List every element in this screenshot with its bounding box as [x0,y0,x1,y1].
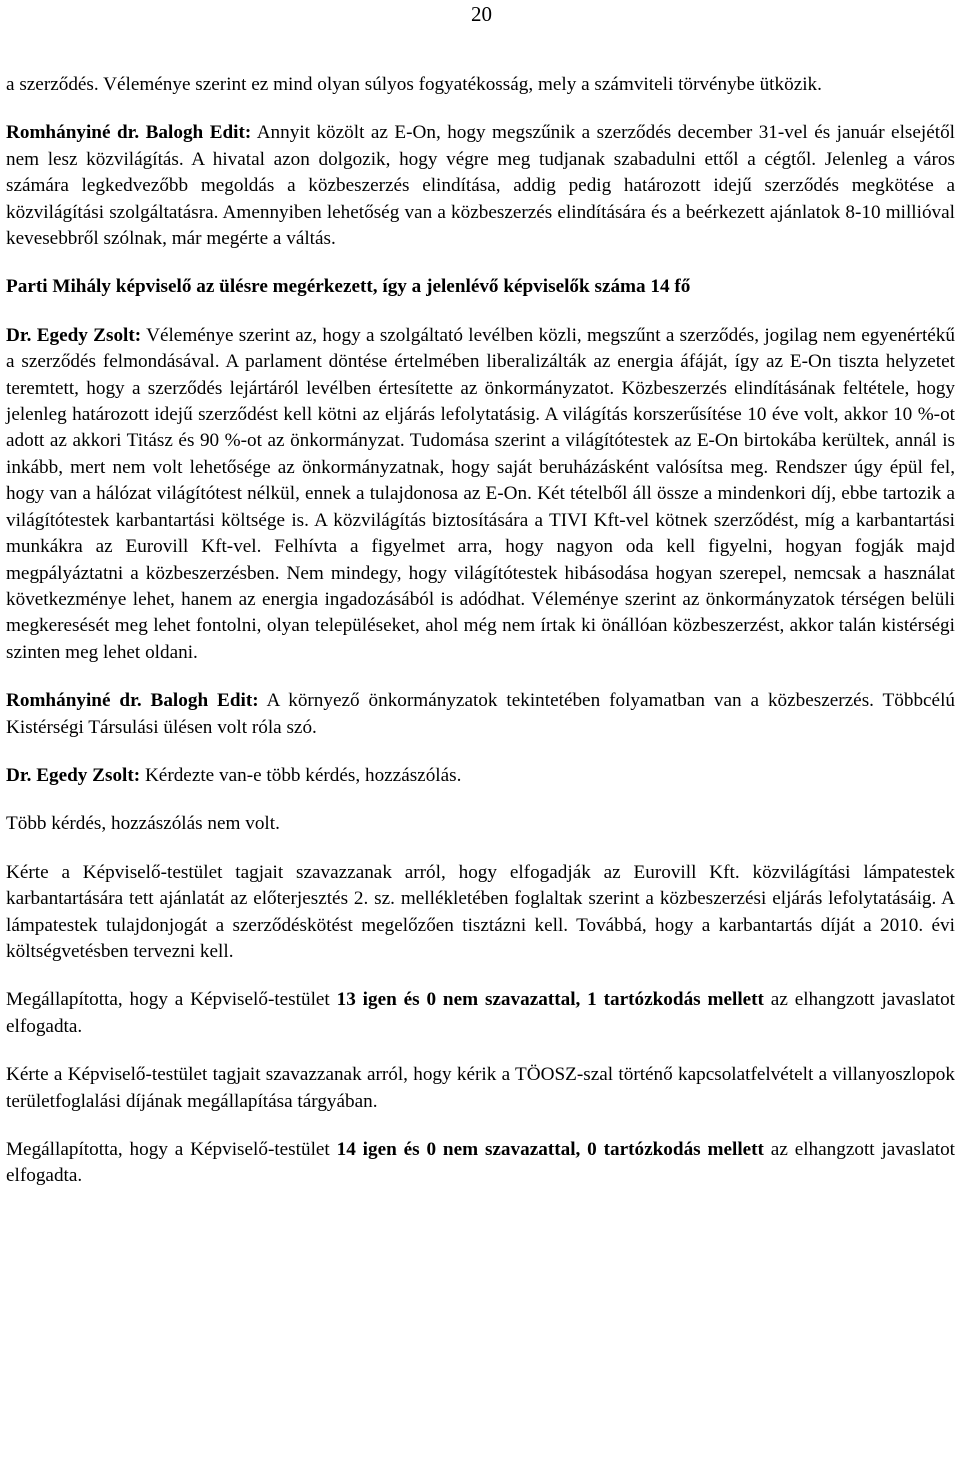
paragraph-7 [6,811,955,837]
paragraph-text: A környező önkormányzatok tekintetében folyamatban van a közbeszerzés. Többcélú Kistérségi Társulási ülésen volt róla szó. [6,690,955,738]
paragraph-6 [6,763,955,789]
paragraph-text: a szerződés. Véleménye szerint ez mind olyan súlyos fogyatékosság, mely a számviteli törvénybe ütközik. [6,74,822,95]
speaker-name: Dr. Egedy Zsolt: [6,324,142,346]
paragraph-5 [6,688,955,741]
paragraph-1 [6,72,955,98]
vote-count: 14 igen és 0 nem szavazattal, 0 tartózkodás mellett [336,1139,764,1160]
speaker-name: Romhányiné dr. Balogh Edit: [6,122,252,144]
vote-result-1 [6,987,955,1040]
attendance-text: Parti Mihály képviselő az ülésre megérkezett, így a jelenlévő képviselők száma 14 fő [6,276,691,298]
document-body [6,72,955,1212]
paragraph-text: Megállapította, hogy a Képviselő-testület [6,1139,337,1160]
paragraph-text: Kérte a Képviselő-testület tagjait szavazzanak arról, hogy elfogadják az Eurovill Kft. közvilágítási lámpatestek karbantartására tett ajánlatát az előterjesztés 2. sz. mellékletében foglaltak szerint a közbeszerzési eljárás lefolytatásáig. A lámpatestek tulajdonjogát a szerződéskötést megelőzően tisztázni kell. Továbbá, hogy a karbantartás díját a 2010. évi költségvetésben tervezni kell. [6,861,955,962]
paragraph-text: az elhangzott javaslatot elfogadta. [6,989,955,1037]
paragraph-text: Kérdezte van-e több kérdés, hozzászólás. [140,764,462,786]
paragraph-text: Kérte a Képviselő-testület tagjait szavazzanak arról, hogy kérik a TÖOSZ-szal történő kapcsolatfelvételt a villanyoszlopok területfoglalási díjának megállapítása tárgyában. [6,1064,955,1112]
paragraph-text: Annyit közölt az E-On, hogy megszűnik a szerződés december 31-vel és január elsejétől nem lesz közvilágítás. A hivatal azon dolgozik, hogy végre meg tudjanak szabadulni ettől a cégtől. Jelenleg a város számára legkedvezőbb megoldás a közbeszerzés elindítása, addig pedig határozott idejű szerződés megkötése a közvilágítási szolgáltatásra. Amennyiben lehetőség van a közbeszerzés elindítására és a beérkezett ajánlatok 8-10 millióval kevesebbről szólnak, már megérte a váltás. [6,122,955,250]
paragraph-8 [6,860,955,966]
page-number: 20 [471,2,492,26]
paragraph-10 [6,1062,955,1115]
paragraph-text: Véleménye szerint az, hogy a szolgáltató levélben közli, megszűnt a szerződés, jogilag nem egyenértékű a szerződés felmondásával. A parlament döntése értelmében liberalizálták az energia áfáját, így az E-On tiszta helyzetet teremtett, hogy a szerződés lejártáról levélben értesítette az önkormányzatot. Közbeszerzés elindításának feltétele, hogy jelenleg határozott idejű szerződést kell kötni az eljárás lefolytatásig. A világítás korszerűsítése 10 éve volt, akkor 10 %-ot adott az akkori Titász és 90 %-ot az önkormányzat. Tudomása szerint a világítótestek az E-On birtokába kerültek, annál is inkább, mert nem volt lehetősége az önkormányzatnak, hogy saját beruházásként valósítsa meg. Rendszer úgy épül fel, hogy van a hálózat világítótest nélkül, ennek a tulajdonosa az E-On. Két tételből áll össze a mindenkori díj, ebbe tartozik a világítótestek karbantartási költsége is. A közvilágítás biztosítására a TIVI Kft-vel kötnek szerződést, míg a karbantartási munkákra az Eurovill Kft-vel. Felhívta a figyelmet arra, hogy nagyon oda kell figyelni, hogyan fogják majd megpályáztatni a közbeszerzésben. Nem mindegy, hogy világítótestek hibásodása hogyan szerepel, nemcsak a használat következménye lehet, hanem az energia ingadozásából is adódhat. Véleménye szerint az önkormányzatok térségen belüli megkeresését meg lehet fontolni, olyan településeket, ahol még nem írtak ki önállóan közbeszerzést, akkor talán kistérségi szinten meg lehet oldani. [6,324,955,663]
paragraph-2 [6,120,955,252]
vote-result-2 [6,1137,955,1190]
attendance-note [6,274,955,300]
paragraph-text: Több kérdés, hozzászólás nem volt. [6,813,280,835]
paragraph-text: Megállapította, hogy a Képviselő-testület [6,989,337,1011]
vote-count: 13 igen és 0 nem szavazattal, 1 tartózkodás mellett [336,989,764,1011]
speaker-name: Dr. Egedy Zsolt: [6,764,141,786]
paragraph-4 [6,323,955,666]
paragraph-text: az elhangzott javaslatot elfogadta. [6,1139,955,1187]
speaker-name: Romhányiné dr. Balogh Edit: [6,690,259,712]
